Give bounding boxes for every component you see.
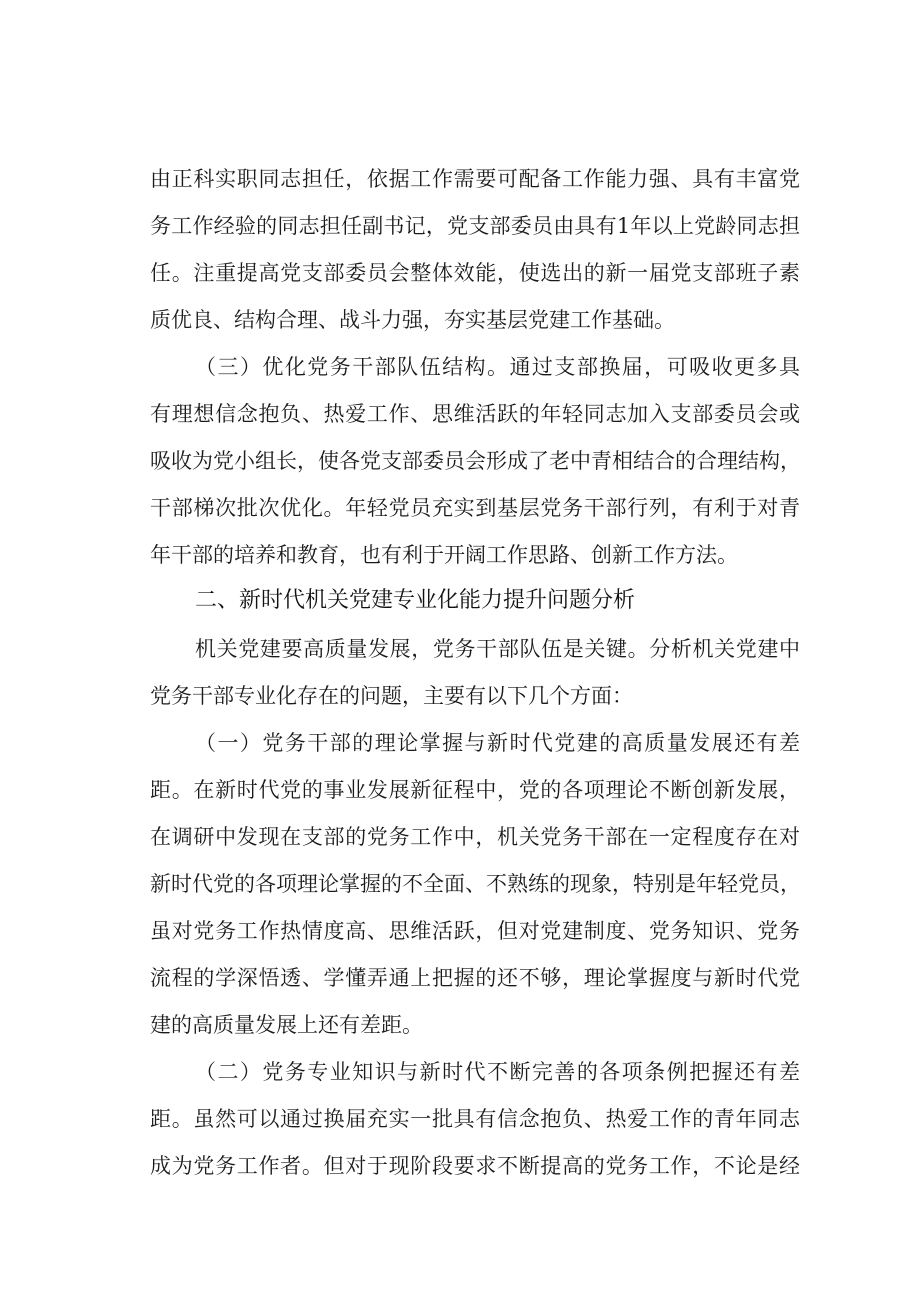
text-line: 务工作经验的同志担任副书记，党支部委员由具有1年以上党龄同志担 <box>150 214 800 238</box>
text-line: 距。虽然可以通过换届充实一批具有信念抱负、热爱工作的青年同志 <box>150 1107 800 1131</box>
text-line: （一）党务干部的理论掌握与新时代党建的高质量发展还有差 <box>195 731 800 755</box>
section-heading: 二、新时代机关党建专业化能力提升问题分析 <box>195 588 636 613</box>
text-line: 距。在新时代党的事业发展新征程中，党的各项理论不断创新发展， <box>150 778 800 802</box>
text-line: 新时代党的各项理论掌握的不全面、不熟练的现象，特别是年轻党员， <box>150 872 801 896</box>
text-line: 机关党建要高质量发展，党务干部队伍是关键。分析机关党建中 <box>195 637 800 661</box>
text-line: 由正科实职同志担任，依据工作需要可配备工作能力强、具有丰富党 <box>150 167 800 191</box>
text-line: 党务干部专业化存在的问题，主要有以下几个方面： <box>150 684 633 708</box>
text-line: 建的高质量发展上还有差距。 <box>150 1013 423 1037</box>
text-line: 成为党务工作者。但对于现阶段要求不断提高的党务工作，不论是经 <box>150 1154 800 1178</box>
text-line: 有理想信念抱负、热爱工作、思维活跃的年轻同志加入支部委员会或 <box>150 402 800 426</box>
text-line: 质优良、结构合理、战斗力强，夯实基层党建工作基础。 <box>150 308 675 332</box>
text-line: 流程的学深悟透、学懂弄通上把握的还不够，理论掌握度与新时代党 <box>150 966 800 990</box>
text-line: （二）党务专业知识与新时代不断完善的各项条例把握还有差 <box>195 1060 800 1084</box>
text-line: （三）优化党务干部队伍结构。通过支部换届，可吸收更多具 <box>195 355 800 379</box>
text-line: 任。注重提高党支部委员会整体效能，使选出的新一届党支部班子素 <box>150 261 800 285</box>
text-line: 干部梯次批次优化。年轻党员充实到基层党务干部行列，有利于对青 <box>150 496 800 520</box>
text-line: 吸收为党小组长，使各党支部委员会形成了老中青相结合的合理结构， <box>150 449 801 473</box>
text-line: 虽对党务工作热情度高、思维活跃，但对党建制度、党务知识、党务 <box>150 919 800 943</box>
text-line: 在调研中发现在支部的党务工作中，机关党务干部在一定程度存在对 <box>150 825 800 849</box>
text-line: 年干部的培养和教育，也有利于开阔工作思路、创新工作方法。 <box>150 543 738 567</box>
